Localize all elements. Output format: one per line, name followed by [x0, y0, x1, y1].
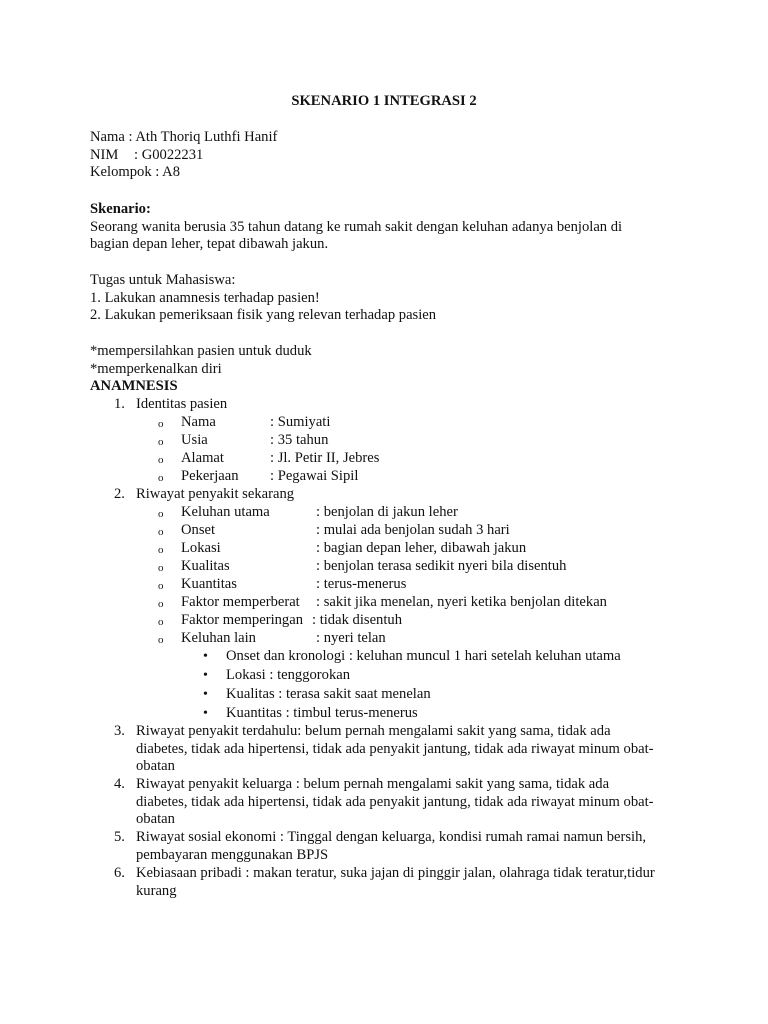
tugas-item: 2. Lakukan pemeriksaan fisik yang relevan terhadap pasien: [90, 307, 437, 323]
student-nim-value: : G0022231: [134, 147, 204, 163]
bullet-dot-icon: •: [203, 668, 208, 683]
field-value: : sakit jika menelan, nyeri ketika benjolan ditekan: [316, 594, 607, 610]
student-group: Kelompok : A8: [90, 164, 180, 180]
bullet-circle-icon: o: [158, 508, 164, 520]
field-value: : benjolan terasa sedikit nyeri bila disentuh: [316, 558, 567, 574]
bullet-dot-icon: •: [203, 649, 208, 664]
field-value: : nyeri telan: [316, 630, 386, 646]
field-label: Alamat: [181, 450, 224, 466]
field-label: Usia: [181, 432, 208, 448]
note-line: *memperkenalkan diri: [90, 361, 222, 377]
field-label: Lokasi: [181, 540, 221, 556]
paragraph-line: Riwayat sosial ekonomi : Tinggal dengan keluarga, kondisi rumah ramai namun bersih,: [136, 829, 647, 845]
sub-item: Kualitas : terasa sakit saat menelan: [226, 686, 431, 702]
bullet-circle-icon: o: [158, 580, 164, 592]
field-value: : Sumiyati: [270, 414, 331, 430]
anamnesis-heading: ANAMNESIS: [90, 378, 178, 394]
field-label: Pekerjaan: [181, 468, 239, 484]
field-value: : bagian depan leher, dibawah jakun: [316, 540, 527, 556]
field-value: : terus-menerus: [316, 576, 407, 592]
paragraph-line: diabetes, tidak ada hipertensi, tidak ada penyakit jantung, tidak ada riwayat minum obat-: [136, 741, 654, 757]
skenario-heading: Skenario:: [90, 201, 151, 217]
bullet-circle-icon: o: [158, 544, 164, 556]
list-number: 3.: [114, 723, 125, 739]
field-value: : tidak disentuh: [312, 612, 402, 628]
paragraph-line: Riwayat penyakit keluarga : belum pernah mengalami sakit yang sama, tidak ada: [136, 776, 610, 792]
paragraph-line: diabetes, tidak ada hipertensi, tidak ada penyakit jantung, tidak ada riwayat minum obat-: [136, 794, 654, 810]
bullet-dot-icon: •: [203, 706, 208, 721]
skenario-text-line: bagian depan leher, tepat dibawah jakun.: [90, 236, 329, 252]
paragraph-line: pembayaran menggunakan BPJS: [136, 847, 329, 863]
bullet-circle-icon: o: [158, 436, 164, 448]
list-number: 1.: [114, 396, 125, 412]
list-number: 2.: [114, 486, 125, 502]
field-label: Kuantitas: [181, 576, 237, 592]
field-value: : Jl. Petir II, Jebres: [270, 450, 380, 466]
field-value: : benjolan di jakun leher: [316, 504, 458, 520]
paragraph-line: obatan: [136, 811, 175, 827]
bullet-circle-icon: o: [158, 562, 164, 574]
field-value: : mulai ada benjolan sudah 3 hari: [316, 522, 510, 538]
field-label: Faktor memperberat: [181, 594, 300, 610]
field-label: Faktor memperingan: [181, 612, 303, 628]
bullet-circle-icon: o: [158, 598, 164, 610]
student-name: Nama : Ath Thoriq Luthfi Hanif: [90, 129, 278, 145]
bullet-circle-icon: o: [158, 418, 164, 430]
section-title-identitas: Identitas pasien: [136, 396, 228, 412]
field-label: Kualitas: [181, 558, 230, 574]
sub-item: Lokasi : tenggorokan: [226, 667, 351, 683]
field-label: Keluhan lain: [181, 630, 256, 646]
field-label: Onset: [181, 522, 216, 538]
note-line: *mempersilahkan pasien untuk duduk: [90, 343, 312, 359]
section-title-riwayat-sekarang: Riwayat penyakit sekarang: [136, 486, 295, 502]
field-label: Keluhan utama: [181, 504, 270, 520]
sub-item: Onset dan kronologi : keluhan muncul 1 hari setelah keluhan utama: [226, 648, 621, 664]
field-value: : 35 tahun: [270, 432, 329, 448]
bullet-circle-icon: o: [158, 634, 164, 646]
paragraph-line: Riwayat penyakit terdahulu: belum pernah mengalami sakit yang sama, tidak ada: [136, 723, 611, 739]
sub-item: Kuantitas : timbul terus-menerus: [226, 705, 418, 721]
field-label: Nama: [181, 414, 216, 430]
list-number: 6.: [114, 865, 125, 881]
tugas-heading: Tugas untuk Mahasiswa:: [90, 272, 236, 288]
tugas-item: 1. Lakukan anamnesis terhadap pasien!: [90, 290, 320, 306]
bullet-circle-icon: o: [158, 454, 164, 466]
skenario-text-line: Seorang wanita berusia 35 tahun datang ke rumah sakit dengan keluhan adanya benjolan di: [90, 219, 623, 235]
bullet-circle-icon: o: [158, 616, 164, 628]
document-title: SKENARIO 1 INTEGRASI 2: [291, 93, 477, 109]
field-value: : Pegawai Sipil: [270, 468, 359, 484]
paragraph-line: obatan: [136, 758, 175, 774]
student-nim-label: NIM: [90, 147, 119, 163]
paragraph-line: kurang: [136, 883, 177, 899]
bullet-dot-icon: •: [203, 687, 208, 702]
bullet-circle-icon: o: [158, 472, 164, 484]
paragraph-line: Kebiasaan pribadi : makan teratur, suka jajan di pinggir jalan, olahraga tidak teratur,tidur: [136, 865, 655, 881]
bullet-circle-icon: o: [158, 526, 164, 538]
list-number: 5.: [114, 829, 125, 845]
list-number: 4.: [114, 776, 125, 792]
